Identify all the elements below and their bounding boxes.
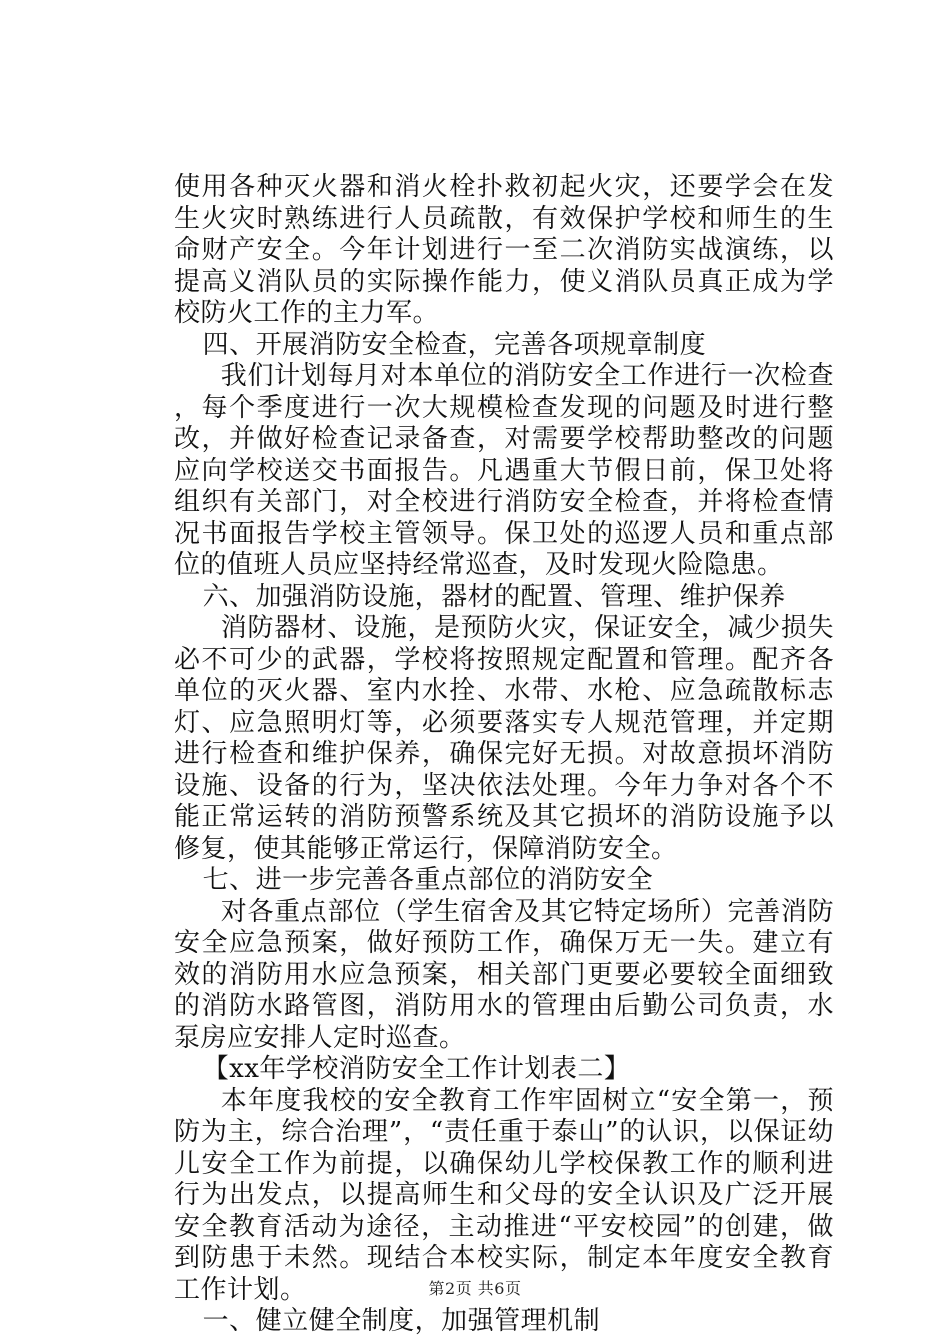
paragraph-equipment: 消防器材、设施，是预防火灾，保证安全，减少损失必不可少的武器，学校将按照规定配置和管理。配齐各单位的灭火器、室内水拴、水带、水枪、应急疏散标志灯、应急照明灯等，必须要落实专人规范管理，并定期进行检查和维护保养，确保完好无损。对故意损坏消防设施、设备的行为，坚决依法处理。今年力争对各个不能正常运转的消防预警系统及其它损坏的消防设施予以修复，使其能够正常运行，保障消防安全。: [174, 613, 834, 864]
paragraph-annual-plan: 本年度我校的安全教育工作牢固树立“安全第一，预防为主，综合治理”，“责任重于泰山”的认识，以保证幼儿安全工作为前提，以确保幼儿学校保教工作的顺利进行为出发点，以提高师生和父母的安全认识及广泛开展安全教育活动为途径，主动推进“平安校园”的创建，做到防患于未然。现结合本校实际，制定本年度安全教育工作计划。: [174, 1085, 834, 1305]
section-heading-seven: 七、进一步完善各重点部位的消防安全: [202, 865, 654, 895]
paragraph-continuation: 使用各种灭火器和消火栓扑救初起火灾，还要学会在发生火灾时熟练进行人员疏散，有效保护学校和师生的生命财产安全。今年计划进行一至二次消防实战演练，以提高义消队员的实际操作能力，使义消队员真正成为学校防火工作的主力军。: [174, 172, 834, 328]
plan-title-two: 【xx年学校消防安全工作计划表二】: [202, 1054, 631, 1084]
section-heading-four: 四、开展消防安全检查，完善各项规章制度: [202, 329, 707, 360]
section-heading-six: 六、加强消防设施，器材的配置、管理、维护保养: [202, 581, 786, 612]
paragraph-inspection: 我们计划每月对本单位的消防安全工作进行一次检查，每个季度进行一次大规模检查发现的问题及时进行整改，并做好检查记录备查，对需要学校帮助整改的问题应向学校送交书面报告。凡遇重大节假日前，保卫处将组织有关部门，对全校进行消防安全检查，并将检查情况书面报告学校主管领导。保卫处的巡逻人员和重点部位的值班人员应坚持经常巡查，及时发现火险隐患。: [174, 361, 834, 580]
document-body: [174, 172, 834, 1338]
paragraph-key-areas: 对各重点部位（学生宿舍及其它特定场所）完善消防安全应急预案，做好预防工作，确保万无一失。建立有效的消防用水应急预案，相关部门更要必要较全面细致的消防水路管图，消防用水的管理由后勤公司负责，水泵房应安排人定时巡查。: [174, 896, 834, 1053]
page-footer: 第2页 共6页: [428, 1279, 522, 1298]
section-heading-one: 一、健立健全制度，加强管理机制: [202, 1306, 601, 1336]
